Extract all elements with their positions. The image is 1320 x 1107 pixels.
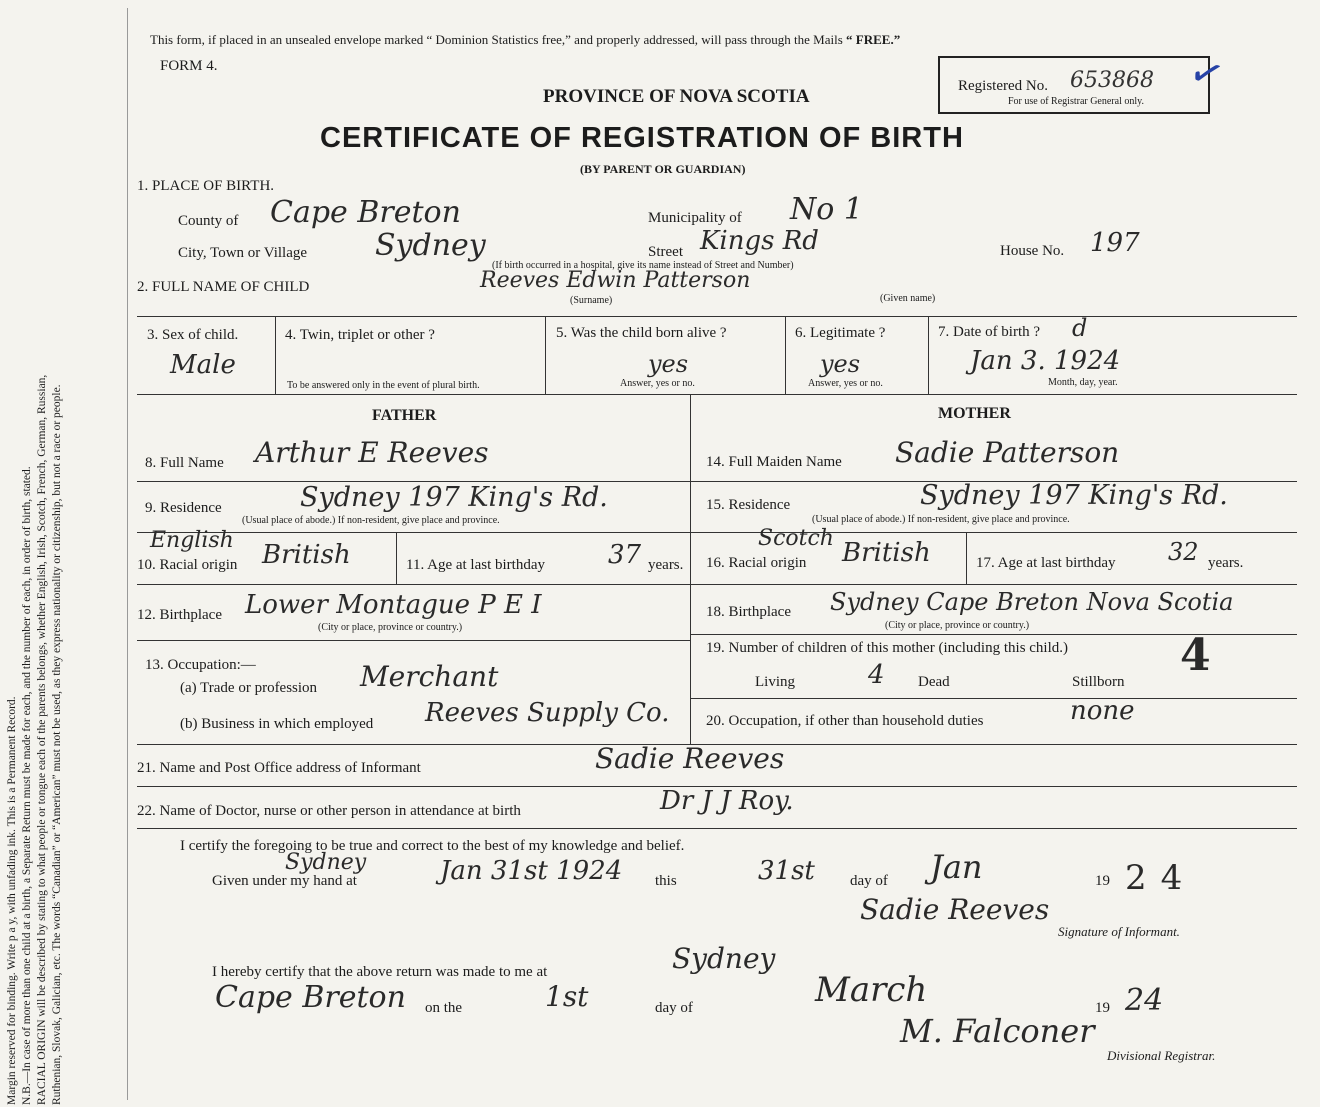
father-origin-value: British (262, 540, 351, 570)
registrar-county-value: Cape Breton (215, 980, 406, 1015)
legitimate-note: Answer, yes or no. (808, 378, 883, 389)
doctor-value: Dr J J Roy. (660, 786, 794, 816)
mother-stillborn-label: Stillborn (1072, 674, 1125, 690)
legitimate-value: yes (820, 350, 861, 378)
mother-years: years. (1208, 555, 1244, 571)
mother-origin-above: Scotch (758, 526, 834, 551)
mother-origin-divider (966, 532, 967, 584)
parents-divider (690, 394, 691, 744)
alive-note: Answer, yes or no. (620, 378, 695, 389)
registered-number: 653868 (1070, 68, 1154, 93)
dob-label: 7. Date of birth ? (938, 324, 1041, 340)
mail-note (150, 32, 900, 48)
twin-label: 4. Twin, triplet or other ? (285, 327, 435, 343)
registrar-year-value: 24 (1125, 983, 1164, 1018)
place-of-birth-label: 1. PLACE OF BIRTH. (137, 178, 275, 194)
mother-origin-label: 16. Racial origin (706, 555, 807, 571)
doctor-label: 22. Name of Doctor, nurse or other person in attendance at birth (137, 803, 521, 819)
hospital-note: (If birth occurred in a hospital, give its name instead of Street and Number) (492, 260, 794, 271)
father-age-value: 37 (608, 540, 642, 570)
informant-label: 21. Name and Post Office address of Informant (137, 760, 421, 776)
margin-note-3: RACIAL ORIGIN will be described by stating to what people or tongue each of the parents belongs, whether English, Irish, Scotch, French, German, Russian, (36, 374, 48, 1105)
mother-dead-label: Dead (918, 674, 950, 690)
city-label: City, Town or Village (178, 245, 308, 261)
alive-value: yes (648, 350, 689, 378)
county-value: Cape Breton (270, 195, 461, 230)
registrar-month-value: March (815, 970, 928, 1010)
mother-occupation-value: none (1070, 696, 1135, 726)
certify-text: I certify the foregoing to be true and correct to the best of my knowledge and belief. (180, 838, 685, 854)
father-heading: FATHER (372, 407, 437, 424)
col-rule-2 (545, 316, 546, 394)
house-label: House No. (1000, 243, 1065, 259)
child-name-value: Reeves Edwin Patterson (480, 268, 751, 293)
check-mark-icon: ✓ (1183, 46, 1231, 101)
father-residence-value: Sydney 197 King's Rd. (300, 482, 608, 513)
mother-name-label: 14. Full Maiden Name (706, 454, 842, 470)
given-place-value: Sydney (285, 850, 367, 875)
form-number: FORM 4. (160, 58, 218, 74)
mother-age-label: 17. Age at last birthday (976, 555, 1116, 571)
certificate-subtitle: (BY PARENT OR GUARDIAN) (580, 162, 746, 176)
surname-note: (Surname) (570, 295, 613, 306)
registrar-signature: M. Falconer (900, 1012, 1095, 1050)
father-trade-value: Merchant (360, 660, 499, 693)
father-business-value: Reeves Supply Co. (425, 698, 670, 728)
given-value: Jan 31st 1924 (440, 856, 623, 886)
certify-day-value: 31st (758, 856, 815, 886)
municipality-value: No 1 (790, 192, 863, 227)
dob-note: Month, day, year. (1048, 377, 1118, 388)
dob-value: Jan 3. 1924 (970, 346, 1121, 376)
margin-note-1: Margin reserved for binding. Write p a y, with unfading ink. This is a Permanent Record. (6, 696, 18, 1105)
legitimate-label: 6. Legitimate ? (795, 325, 886, 341)
alive-label: 5. Was the child born alive ? (556, 325, 727, 341)
father-occupation-label: 13. Occupation:— (145, 657, 256, 673)
father-age-label: 11. Age at last birthday (406, 557, 545, 573)
father-origin-label: 10. Racial origin (137, 557, 238, 573)
margin-note-4: Ruthenian, Slovak, Galician, etc. The words “Canadian” or “American” must not be used, as they express nationality or citizenship, but not a race or people. (51, 384, 63, 1105)
mother-living-value: 4 (868, 660, 885, 690)
registered-label: Registered No. (958, 78, 1048, 94)
registrar-note: For use of Registrar General only. (1008, 96, 1144, 107)
street-value: Kings Rd (700, 226, 819, 256)
mother-children-label: 19. Number of children of this mother (including this child.) (706, 640, 1069, 656)
sex-value: Male (170, 350, 236, 380)
street-label: Street (648, 244, 683, 260)
mother-rule-3 (690, 584, 1297, 585)
mother-age-value: 32 (1168, 538, 1199, 566)
sex-label: 3. Sex of child. (147, 327, 239, 343)
mother-birthplace-value: Sydney Cape Breton Nova Scotia (830, 588, 1234, 616)
twin-note: To be answered only in the event of plural birth. (287, 380, 480, 391)
father-residence-note: (Usual place of abode.) If non-resident, give place and province. (242, 515, 500, 526)
mother-birthplace-label: 18. Birthplace (706, 604, 791, 620)
informant-signature-label: Signature of Informant. (1058, 924, 1180, 939)
registered-box (938, 56, 1210, 114)
county-label: County of (178, 213, 239, 229)
registrar-on-the: on the (425, 1000, 463, 1016)
city-value: Sydney (375, 228, 486, 263)
certify-month-value: Jan (930, 848, 983, 886)
municipality-label: Municipality of (648, 210, 742, 226)
province-title: PROVINCE OF NOVA SCOTIA (543, 86, 810, 107)
mother-residence-note: (Usual place of abode.) If non-resident, give place and province. (812, 514, 1070, 525)
informant-value: Sadie Reeves (595, 742, 785, 775)
father-trade-label: (a) Trade or profession (180, 680, 318, 696)
row-rule-certify (137, 828, 1297, 829)
mother-birthplace-note: (City or place, province or country.) (885, 620, 1030, 631)
given-label: Given under my hand at (212, 873, 357, 889)
registrar-text: I hereby certify that the above return was made to me at (212, 964, 548, 980)
mother-rule-5 (690, 698, 1297, 699)
given-name-note: (Given name) (880, 293, 936, 304)
father-rule-4 (137, 640, 690, 641)
father-rule-3 (137, 584, 690, 585)
this-label: this (655, 873, 677, 889)
dob-mark: d (1072, 314, 1088, 342)
margin-note-2: N.B.—In case of more than one child at a birth, a Separate Return must be made for each, and the number of each, in order of birth, stated. (21, 466, 33, 1105)
mail-note-free: “ FREE.” (846, 32, 901, 47)
registrar-day-value: 1st (545, 980, 589, 1013)
margin-notes (5, 65, 95, 1105)
father-birthplace-note: (City or place, province or country.) (318, 622, 463, 633)
registrar-signature-label: Divisional Registrar. (1107, 1048, 1216, 1063)
certify-day-label: day of (850, 873, 888, 889)
informant-signature: Sadie Reeves (860, 893, 1050, 926)
col-rule-3 (785, 316, 786, 394)
father-birthplace-label: 12. Birthplace (137, 607, 222, 623)
mother-name-value: Sadie Patterson (895, 436, 1120, 469)
father-residence-label: 9. Residence (145, 500, 222, 516)
mother-origin-value: British (842, 538, 931, 568)
mother-residence-label: 15. Residence (706, 497, 791, 513)
registrar-year-prefix: 19 (1095, 1000, 1110, 1016)
certify-year-value: 24 (1125, 858, 1197, 898)
child-name-label: 2. FULL NAME OF CHILD (137, 279, 310, 295)
father-origin-above: English (150, 528, 234, 553)
father-origin-divider (396, 532, 397, 584)
father-birthplace-value: Lower Montague P E I (245, 590, 542, 620)
mother-living-label: Living (755, 674, 795, 690)
father-years: years. (648, 557, 684, 573)
father-name-label: 8. Full Name (145, 455, 224, 471)
row-rule-top (137, 316, 1297, 317)
registrar-place-value: Sydney (672, 942, 776, 975)
mother-children-value: 4 (1180, 630, 1211, 681)
certify-year-prefix: 19 (1095, 873, 1110, 889)
row-rule-parents (137, 394, 1297, 395)
mother-occupation-label: 20. Occupation, if other than household duties (706, 713, 984, 729)
registrar-day-of: day of (655, 1000, 693, 1016)
certificate-title: CERTIFICATE OF REGISTRATION OF BIRTH (320, 122, 964, 154)
father-name-value: Arthur E Reeves (255, 436, 489, 469)
margin-rule (127, 8, 128, 1100)
col-rule-4 (928, 316, 929, 394)
col-rule-1 (275, 316, 276, 394)
mother-residence-value: Sydney 197 King's Rd. (920, 480, 1228, 511)
house-value: 197 (1090, 228, 1140, 258)
mail-note-text: This form, if placed in an unsealed envelope marked “ Dominion Statistics free,” and properly addressed, will pass through the Mails (150, 32, 843, 47)
father-business-label: (b) Business in which employed (180, 716, 374, 732)
mother-heading: MOTHER (938, 405, 1011, 422)
